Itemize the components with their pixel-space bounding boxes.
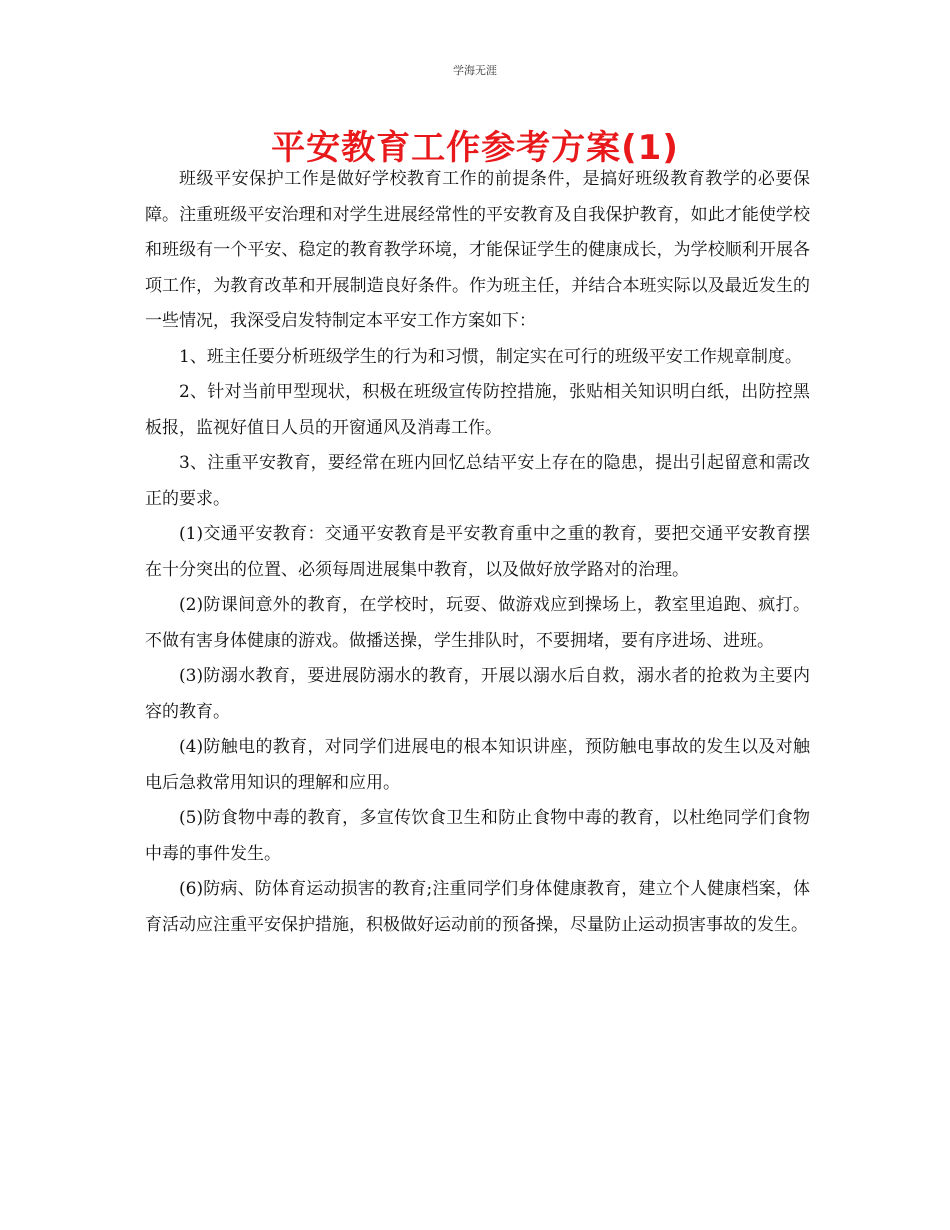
- document-title: 平安教育工作参考方案(1): [271, 128, 679, 168]
- paragraph-subitem-1: (1)交通平安教育：交通平安教育是平安教育重中之重的教育，要把交通平安教育摆在十分突出的位置、必须每周进展集中教育，以及做好放学路对的治理。: [145, 524, 810, 580]
- document-body: [145, 162, 810, 943]
- paragraph-subitem-2: (2)防课间意外的教育，在学校时，玩耍、做游戏应到操场上，教室里追跑、疯打。不做有害身体健康的游戏。做播送操，学生排队时，不要拥堵，要有序进场、进班。: [145, 595, 810, 651]
- paragraph-intro: 班级平安保护工作是做好学校教育工作的前提条件，是搞好班级教育教学的必要保障。注重班级平安治理和对学生进展经常性的平安教育及自我保护教育，如此才能使学校和班级有一个平安、稳定的教育教学环境，才能保证学生的健康成长，为学校顺利开展各项工作，为教育改革和开展制造良好条件。作为班主任，并结合本班实际以及最近发生的一些情况，我深受启发特制定本平安工作方案如下：: [145, 169, 810, 331]
- paragraph-item-3: 3、注重平安教育，要经常在班内回忆总结平安上存在的隐患，提出引起留意和需改正的要求。: [145, 453, 810, 509]
- paragraph-subitem-5: (5)防食物中毒的教育，多宣传饮食卫生和防止食物中毒的教育，以杜绝同学们食物中毒的事件发生。: [145, 808, 810, 864]
- paragraph-item-1: 1、班主任要分析班级学生的行为和习惯，制定实在可行的班级平安工作规章制度。: [179, 346, 802, 367]
- paragraph-subitem-4: (4)防触电的教育，对同学们进展电的根本知识讲座，预防触电事故的发生以及对触电后急救常用知识的理解和应用。: [145, 737, 810, 793]
- paragraph-subitem-3: (3)防溺水教育，要进展防溺水的教育，开展以溺水后自救，溺水者的抢救为主要内容的教育。: [145, 666, 810, 722]
- paragraph-subitem-6: (6)防病、防体育运动损害的教育;注重同学们身体健康教育，建立个人健康档案，体育活动应注重平安保护措施，积极做好运动前的预备操，尽量防止运动损害事故的发生。: [145, 879, 810, 935]
- paragraph-item-2: 2、针对当前甲型现状，积极在班级宣传防控措施，张贴相关知识明白纸，出防控黑板报，监视好值日人员的开窗通风及消毒工作。: [145, 382, 810, 438]
- page-header: 学海无涯: [453, 64, 497, 77]
